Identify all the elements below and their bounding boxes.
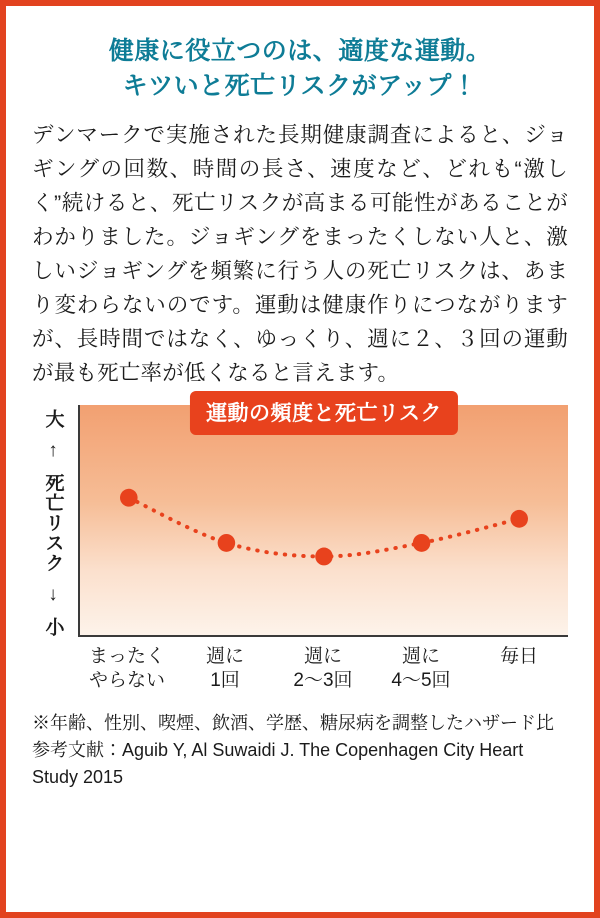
x-axis-label-line1: 週に [303, 645, 342, 667]
chart-container [32, 401, 568, 693]
footnote-reference: 参考文献：Aguib Y, Al Suwaidi J. The Copenhagen City Heart Study 2015 [32, 740, 524, 788]
x-axis-label-line1: まったく [88, 645, 165, 667]
x-axis-label-line1: 週に [205, 645, 244, 667]
body-paragraph: デンマークで実施された長期健康調査によると、ジョギングの回数、時間の長さ、速度など、どれも“激しく”続けると、死亡リスクが高まる可能性があることがわかりました。ジョギングをまったくしない人と、激しいジョギングを頻繁に行う人の死亡リスクは、あまり変わらないのです。運動は健康作りにつながりますが、長時間ではなく、ゆっくり、週に２、３回の運動が最も死亡率が低くなると言えます。 [32, 123, 568, 385]
y-axis-label [32, 409, 74, 637]
page-title-line2: キツいと死亡リスクがアップ！ [122, 71, 478, 100]
x-axis-label-line2: 2〜3回 [293, 669, 353, 691]
page-title-line1: 健康に役立つのは、適度な運動。 [108, 37, 492, 65]
chart-plot-area [78, 401, 568, 637]
x-axis-label-line1: 週に [401, 645, 440, 667]
x-axis-labels [78, 645, 568, 693]
y-axis-arrow-up: ↑ [42, 439, 64, 462]
page-title [32, 34, 568, 103]
footnote-adjustment: ※年齢、性別、喫煙、飲酒、学歴、糖尿病を調整したハザード比 [32, 713, 554, 734]
x-axis-label-1 [176, 645, 274, 693]
y-axis-title: 死亡リスク [42, 472, 64, 573]
x-axis-label-4 [470, 645, 568, 693]
data-point-3 [413, 534, 431, 552]
chart-banner: 運動の頻度と死亡リスク [190, 391, 458, 435]
x-axis-label-line2: 4〜5回 [391, 669, 451, 691]
card-inner [6, 6, 594, 912]
data-point-1 [218, 534, 236, 552]
x-axis-label-2 [274, 645, 372, 693]
data-point-4 [510, 510, 528, 528]
x-axis-label-line2: 1回 [210, 669, 240, 691]
x-axis-label-3 [372, 645, 470, 693]
x-axis-label-line2: やらない [88, 669, 165, 691]
x-axis-label-0 [78, 645, 176, 693]
data-point-2 [315, 547, 333, 565]
y-axis-top-label: 大 [42, 408, 64, 429]
data-point-0 [120, 489, 138, 507]
y-axis-bottom-label: 小 [42, 616, 64, 637]
footnotes [32, 710, 568, 791]
chart-svg [80, 405, 568, 635]
x-axis-label-line1: 毎日 [499, 645, 538, 667]
y-axis-arrow-down: ↓ [42, 583, 64, 606]
